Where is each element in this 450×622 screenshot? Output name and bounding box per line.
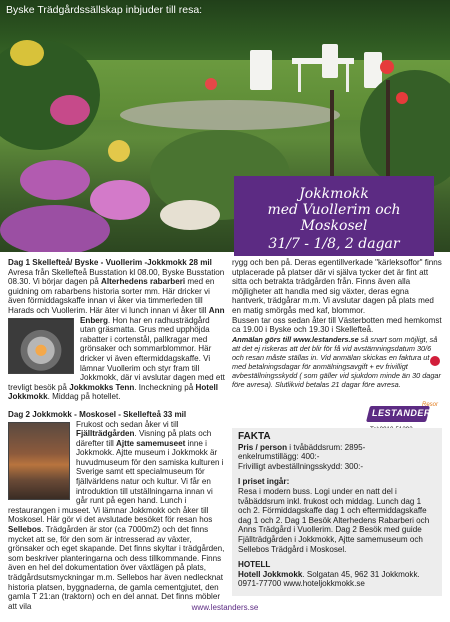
day1-text: . Middag på hotellet. — [47, 392, 121, 402]
day2-text: . Trädgården är stor (ca 7000m2) och det finns mycket att se, för den som är intresserad av växter, grönsaker och eget skapande. Det finns skyltar i trädgården, som beskriver planteringarna och dess tillkommande. Finns även en hel del dokumentation över växtlägen på plats, trädgårdsutsmyckningar m.m. Sellebos har även nedlecknat historia platsen, byggnaderna, de gamla cementgjutet, den gamla T 21:an (traktorn) och en del annat. Det finns möbler att vila — [8, 525, 225, 611]
day1-highlight: Ann Enberg — [80, 305, 225, 325]
yellow-flowers — [108, 140, 130, 162]
fact-box — [232, 428, 442, 596]
booking-note — [232, 335, 442, 389]
day1-heading: Dag 1 Skellefteå/ Byske - Vuollerim -Jokkmokk 28 mil — [8, 258, 212, 267]
garden-post — [386, 80, 390, 190]
title-subtitle: med Vuollerim och Moskosel — [267, 202, 401, 234]
title-destination: Jokkmokk — [299, 186, 369, 202]
day1-section — [8, 258, 226, 402]
title-panel — [234, 176, 434, 256]
day1-highlight: Alterhedens rabarberi — [101, 277, 186, 287]
booking-text: så snart som möjligt, så att det ej riskeras att det blir för få vid avstämningsdatum 30/6 och resan måste ställas in. Vid anmälan skickas en faktura ut med betalningsdagar för anmälningsavgift + ev frivilligt avbeställningsskydd ( som gäller vid sjukdom minde än 30 dagar före avresa). Slutlikvid betalas 21 dagar före avresa. — [232, 334, 441, 389]
hotel-heading: HOTELL — [238, 560, 271, 570]
day2-section — [8, 410, 226, 611]
fact-price — [238, 443, 436, 453]
day2-highlight: Fjällträdgården — [76, 429, 135, 439]
included-heading: I priset ingår: — [238, 477, 290, 487]
day2-heading: Dag 2 Jokkmokk - Moskosel - Skellefteå 33 mil — [8, 409, 187, 419]
hotel-name: Hotell Jokkmokk — [238, 569, 303, 579]
garden-chair — [250, 50, 272, 90]
included-text: Resa i modern buss. Logi under en natt del i tvåbäddsrum inkl. frukost och middag. Lunch dag 1 och 2. Förmiddagskaffe dag 1 och eftermiddagskaffe dag 1 och 2. Dag 1 Besök Alterhedens Rabarberi och Anns Trädgård i Vuollerim. Dag 2 Besök med guide Fjällträdgården i Jokkmokk, Ajtte samemuseum och Sellebos Trädgård i Moskosel. — [238, 486, 430, 554]
price-text: i tvåbäddsrum: 2895- — [287, 442, 366, 452]
rose-icon — [430, 356, 440, 366]
day1-highlight: Jokkmokks Tenn — [69, 382, 135, 392]
hero-caption: Byske Trädgårdssällskap inbjuder till resa: — [6, 4, 203, 16]
right-column — [232, 258, 442, 389]
day2-highlight: Ajtte samemuseet — [116, 438, 186, 448]
garden-post — [330, 90, 334, 180]
table-leg — [346, 64, 349, 92]
footer-url[interactable]: www.lestanders.se — [191, 603, 259, 612]
day2-text: inne i Jokkmokk. Ajtte museum i Jokkmokk är huvudmuseum för den samiska kulturen i Sverige samt ett specialmuseum för fjällvärldens natur och kultur. Vi får en introduktion till utställningarna innan vi går runt på egen hand. Lunch i restaurangen i museet. Vi lämnar Jokkmokk och åker till Moskosel. Här gör vi det avslutade besöket för resan hos — [8, 438, 224, 525]
candle-tin-photo — [8, 318, 74, 374]
white-flowers — [160, 200, 220, 230]
logo-name: LESTANDERS — [372, 408, 438, 418]
logo-mark — [366, 402, 438, 426]
garden-chair — [322, 44, 338, 78]
booking-link[interactable]: Anmälan görs till www.lestanders.se — [232, 334, 359, 344]
day1-text: . Incheckning på — [134, 382, 196, 392]
red-flowers — [380, 60, 394, 74]
hotel-line — [238, 570, 436, 580]
title-dates: 31/7 - 1/8, 2 dagar — [268, 236, 400, 252]
day1-text: med en guidning om rabarbens historia sorter mm. Här dricker vi även förmiddagskaffe innan vi åker via timmerleden till Harads och Vuollerim. Här äter vi lunch innan vi åker till — [8, 277, 215, 315]
red-flowers — [396, 92, 408, 104]
day1-highlight: Hotell Jokkmokk — [8, 382, 218, 402]
logo-sub: Resor — [422, 402, 439, 408]
day1-text: . Hon har en radhusträdgård utan gräsmatta. Grus med upphöjda rabatter i cortenstål, pallkragar med grönsaker och sommarblommor. Här dricker vi även eftermiddagskaffe. Vi lämnar Vuollerim och styr fram till Jokkmokk, där vi avslutar dagen med ett trevligt besök på — [8, 315, 225, 392]
day1-text: Avresa från Skellefteå Busstation kl 08.00, Byske Busstation 08.30. Vi börjar dagen på — [8, 267, 225, 287]
right-return-text: Bussen tar oss sedan åter till Västerbotten med hemkomst ca 19.00 i Byske och 19.30 i Skellefteå. — [232, 315, 442, 335]
fact-single: enkelrumstillägg: 400:- — [238, 452, 320, 462]
gravel-path — [120, 100, 340, 130]
day2-text: Frukost och sedan åker vi till — [76, 419, 179, 429]
price-label: Pris / person — [238, 442, 288, 452]
purple-flowers — [20, 160, 90, 200]
red-flowers — [205, 78, 217, 90]
right-text: rygg och ben på. Deras egentillverkade "kärleksoffor" finns utplacerade på platser där vi själva tycker det är fint att sitta och betrakta trädgården från. Finns även alla möjligheter att handla med sig växter, deras egna hantverk, trädgårar m.m. Vi avslutar dagen på plats med en matig smörgås med kaf, blommor. — [232, 258, 442, 315]
hotel-contact: 0971-77700 www.hoteljokkmokk.se — [238, 579, 365, 589]
fact-heading: FAKTA — [238, 431, 271, 442]
day2-text: . Visning på plats och därefter till — [76, 429, 212, 448]
hotel-address: . Solgatan 45, 962 31 Jokkmokk. — [302, 569, 420, 579]
museum-photo — [8, 422, 70, 500]
table-leg — [298, 64, 301, 92]
left-column — [8, 258, 226, 611]
purple-flowers — [0, 205, 110, 252]
yellow-flowers — [10, 40, 44, 66]
day2-highlight: Sellebos — [8, 525, 42, 535]
fact-insurance: Frivilligt avbeställningsskydd: 300:- — [238, 461, 364, 471]
pink-flowers — [50, 95, 90, 125]
